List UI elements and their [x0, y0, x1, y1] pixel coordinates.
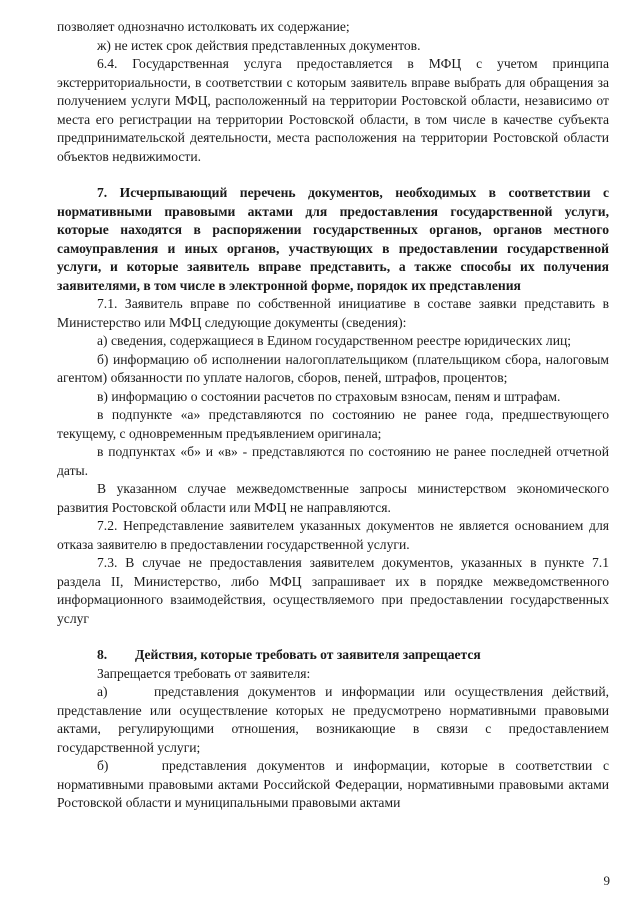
paragraph: в) информацию о состоянии расчетов по страховым взносам, пеням и штрафам. [97, 388, 561, 404]
document-page [57, 18, 613, 813]
paragraph: в подпункте «а» представляются по состоянию не ранее года, предшествующего текущему, с одновременным предъявлением оригинала; [57, 407, 609, 441]
paragraph: в подпунктах «б» и «в» - представляются по состоянию не ранее последней отчетной даты. [57, 444, 609, 478]
paragraph-6-4: 6.4. Государственная услуга предоставляется в МФЦ с учетом принципа экстерриториальности, в соответствии с которым заявитель вправе выбрать для обращения за получением услуги МФЦ, расположенный на территории Ростовской области, независимо от места его регистрации на территории Ростовской области, в том числе в качестве субъекта предпринимательской деятельности, места расположения на территории Ростовской области объектов недвижимости. [57, 56, 609, 164]
section-8-heading [57, 646, 609, 665]
paragraph-7-2: 7.2. Непредставление заявителем указанных документов не является основанием для отказа заявителю в предоставлении государственной услуги. [57, 518, 609, 552]
paragraph: В указанном случае межведомственные запросы министерством экономического развития Ростовской области или МФЦ не направляются. [57, 481, 609, 515]
paragraph: Запрещается требовать от заявителя: [97, 665, 311, 681]
section-8-title: Действия, которые требовать от заявителя запрещается [135, 647, 481, 662]
section-8-number: 8. [97, 647, 108, 662]
paragraph: б) информацию об исполнении налогоплательщиком (плательщиком сбора, налоговым агентом) обязанности по уплате налогов, сборов, пеней, штрафов, процентов; [57, 351, 609, 385]
paragraph: а) сведения, содержащиеся в Едином государственном реестре юридических лиц; [97, 333, 572, 348]
paragraph: ж) не истек срок действия представленных документов. [97, 37, 421, 53]
page-number: 9 [603, 873, 610, 888]
paragraph-7-1: 7.1. Заявитель вправе по собственной инициативе в составе заявки представить в Министерство или МФЦ следующие документы (сведения): [57, 296, 609, 330]
paragraph: позволяет однозначно истолковать их содержание; [57, 19, 350, 34]
paragraph: а) представления документов и информации или осуществления действий, представление или осуществление которых не предусмотрено нормативными правовыми актами, регулирующими отношения, возникающие в связи с предоставлением государственной услуги; [57, 684, 613, 755]
paragraph-7-3: 7.3. В случае не предоставления заявителем документов, указанных в пункте 7.1 раздела II, Министерство, либо МФЦ запрашивает их в порядке межведомственного информационного взаимодействия, осуществляемого при предоставлении государственных услуг [57, 555, 609, 626]
paragraph: б) представления документов и информации, которые в соответствии с нормативными правовыми актами Российской Федерации, нормативными правовыми актами Ростовской области и муниципальными правовыми актами [57, 758, 613, 810]
section-7-heading: 7. Исчерпывающий перечень документов, необходимых в соответствии с нормативными правовыми актами для предоставления государственной услуги, которые находятся в распоряжении государственных органов, органов местного самоуправления и иных органов, участвующих в предоставлении государственной услуги, и которые заявитель вправе представить, а также способы их получения заявителями, в том числе в электронной форме, порядок их представления [57, 185, 609, 293]
